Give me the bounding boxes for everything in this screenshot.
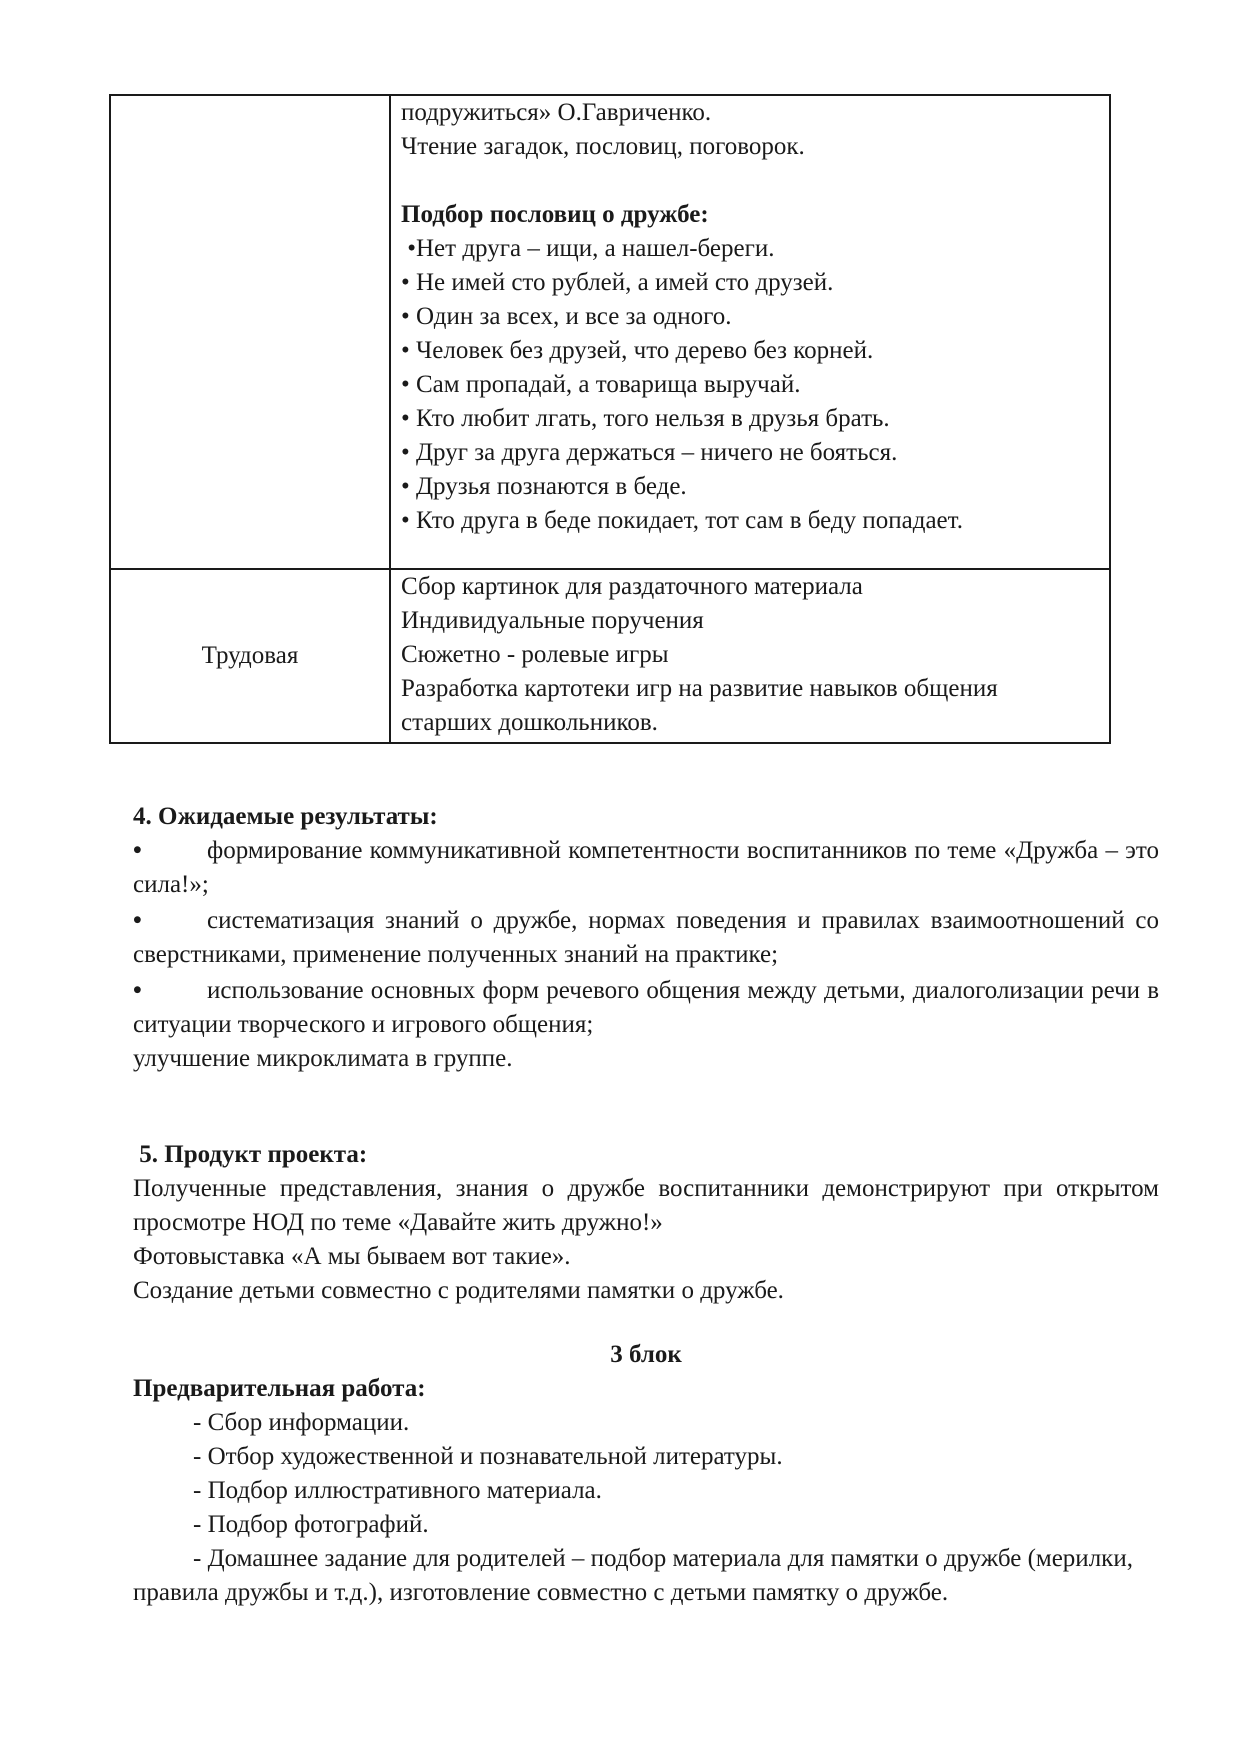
cell-line: Сбор картинок для раздаточного материала bbox=[401, 573, 863, 600]
list-item bbox=[133, 974, 1159, 1042]
activity-table bbox=[109, 94, 1111, 744]
bullet-icon: • bbox=[133, 977, 142, 1004]
section-heading: 5. Продукт проекта: bbox=[133, 1141, 368, 1168]
proverbs-heading: Подбор пословиц о дружбе: bbox=[401, 201, 709, 228]
list-item-text: формирование коммуникативной компетентности воспитанников по теме «Дружба – это сила!»; bbox=[133, 837, 1159, 898]
list-item bbox=[133, 904, 1159, 972]
blank-line bbox=[401, 164, 1109, 198]
bullet-icon: • bbox=[133, 837, 142, 864]
expected-results-section bbox=[133, 800, 1159, 1076]
list-item: - Подбор фотографий. bbox=[193, 1511, 429, 1538]
proverb-item: •Нет друга – ищи, а нашел-береги. bbox=[401, 235, 775, 262]
table-row bbox=[110, 95, 1110, 569]
paragraph-line: Фотовыставка «А мы бываем вот такие». bbox=[133, 1243, 571, 1270]
proverb-item: • Друг за друга держаться – ничего не бояться. bbox=[401, 439, 898, 466]
paragraph-line: Создание детьми совместно с родителями памятки о дружбе. bbox=[133, 1277, 784, 1304]
product-section bbox=[133, 1138, 1159, 1308]
list-item-text: систематизация знаний о дружбе, нормах поведения и правилах взаимоотношений со сверстниками, применение полученных знаний на практике; bbox=[133, 907, 1159, 968]
block3-section bbox=[133, 1338, 1159, 1610]
table-row bbox=[110, 569, 1110, 743]
table-cell-content bbox=[390, 95, 1110, 569]
list-tail: улучшение микроклимата в группе. bbox=[133, 1045, 513, 1072]
cell-line: старших дошкольников. bbox=[401, 709, 658, 736]
cell-line: Индивидуальные поручения bbox=[401, 607, 704, 634]
proverb-item: • Человек без друзей, что дерево без корней. bbox=[401, 337, 874, 364]
block-title: 3 блок bbox=[610, 1341, 682, 1368]
paragraph: Полученные представления, знания о дружбе воспитанники демонстрируют при открытом просмотре НОД по теме «Давайте жить дружно!» bbox=[133, 1175, 1159, 1236]
cell-line: Разработка картотеки игр на развитие навыков общения bbox=[401, 675, 998, 702]
section-heading: 4. Ожидаемые результаты: bbox=[133, 803, 438, 830]
section-heading: Предварительная работа: bbox=[133, 1375, 426, 1402]
proverb-item: • Один за всех, и все за одного. bbox=[401, 303, 732, 330]
table-cell-content bbox=[390, 569, 1110, 743]
list-item-text: использование основных форм речевого общения между детьми, диалоголизации речи в ситуации творческого и игрового общения; bbox=[133, 977, 1159, 1038]
list-item bbox=[133, 834, 1159, 902]
cell-line: Сюжетно - ролевые игры bbox=[401, 641, 669, 668]
proverb-item: • Кто любит лгать, того нельзя в друзья брать. bbox=[401, 405, 890, 432]
proverb-item: • Не имей сто рублей, а имей сто друзей. bbox=[401, 269, 834, 296]
list-item: - Отбор художественной и познавательной литературы. bbox=[193, 1443, 783, 1470]
list-item: - Сбор информации. bbox=[193, 1409, 410, 1436]
table-cell-category bbox=[110, 95, 390, 569]
bullet-icon: • bbox=[133, 907, 142, 934]
cell-line: Чтение загадок, пословиц, поговорок. bbox=[401, 133, 805, 160]
proverb-item: • Друзья познаются в беде. bbox=[401, 473, 687, 500]
proverb-item: • Кто друга в беде покидает, тот сам в беду попадает. bbox=[401, 507, 963, 534]
table-cell-category: Трудовая bbox=[110, 569, 390, 743]
list-item: - Домашнее задание для родителей – подбор материала для памятки о дружбе (мерилки, правила дружбы и т.д.), изготовление совместно с детьми памятку о дружбе. bbox=[133, 1545, 1133, 1606]
proverb-item: • Сам пропадай, а товарища выручай. bbox=[401, 371, 801, 398]
list-item: - Подбор иллюстративного материала. bbox=[193, 1477, 602, 1504]
cell-line: подружиться» О.Гавриченко. bbox=[401, 99, 712, 126]
